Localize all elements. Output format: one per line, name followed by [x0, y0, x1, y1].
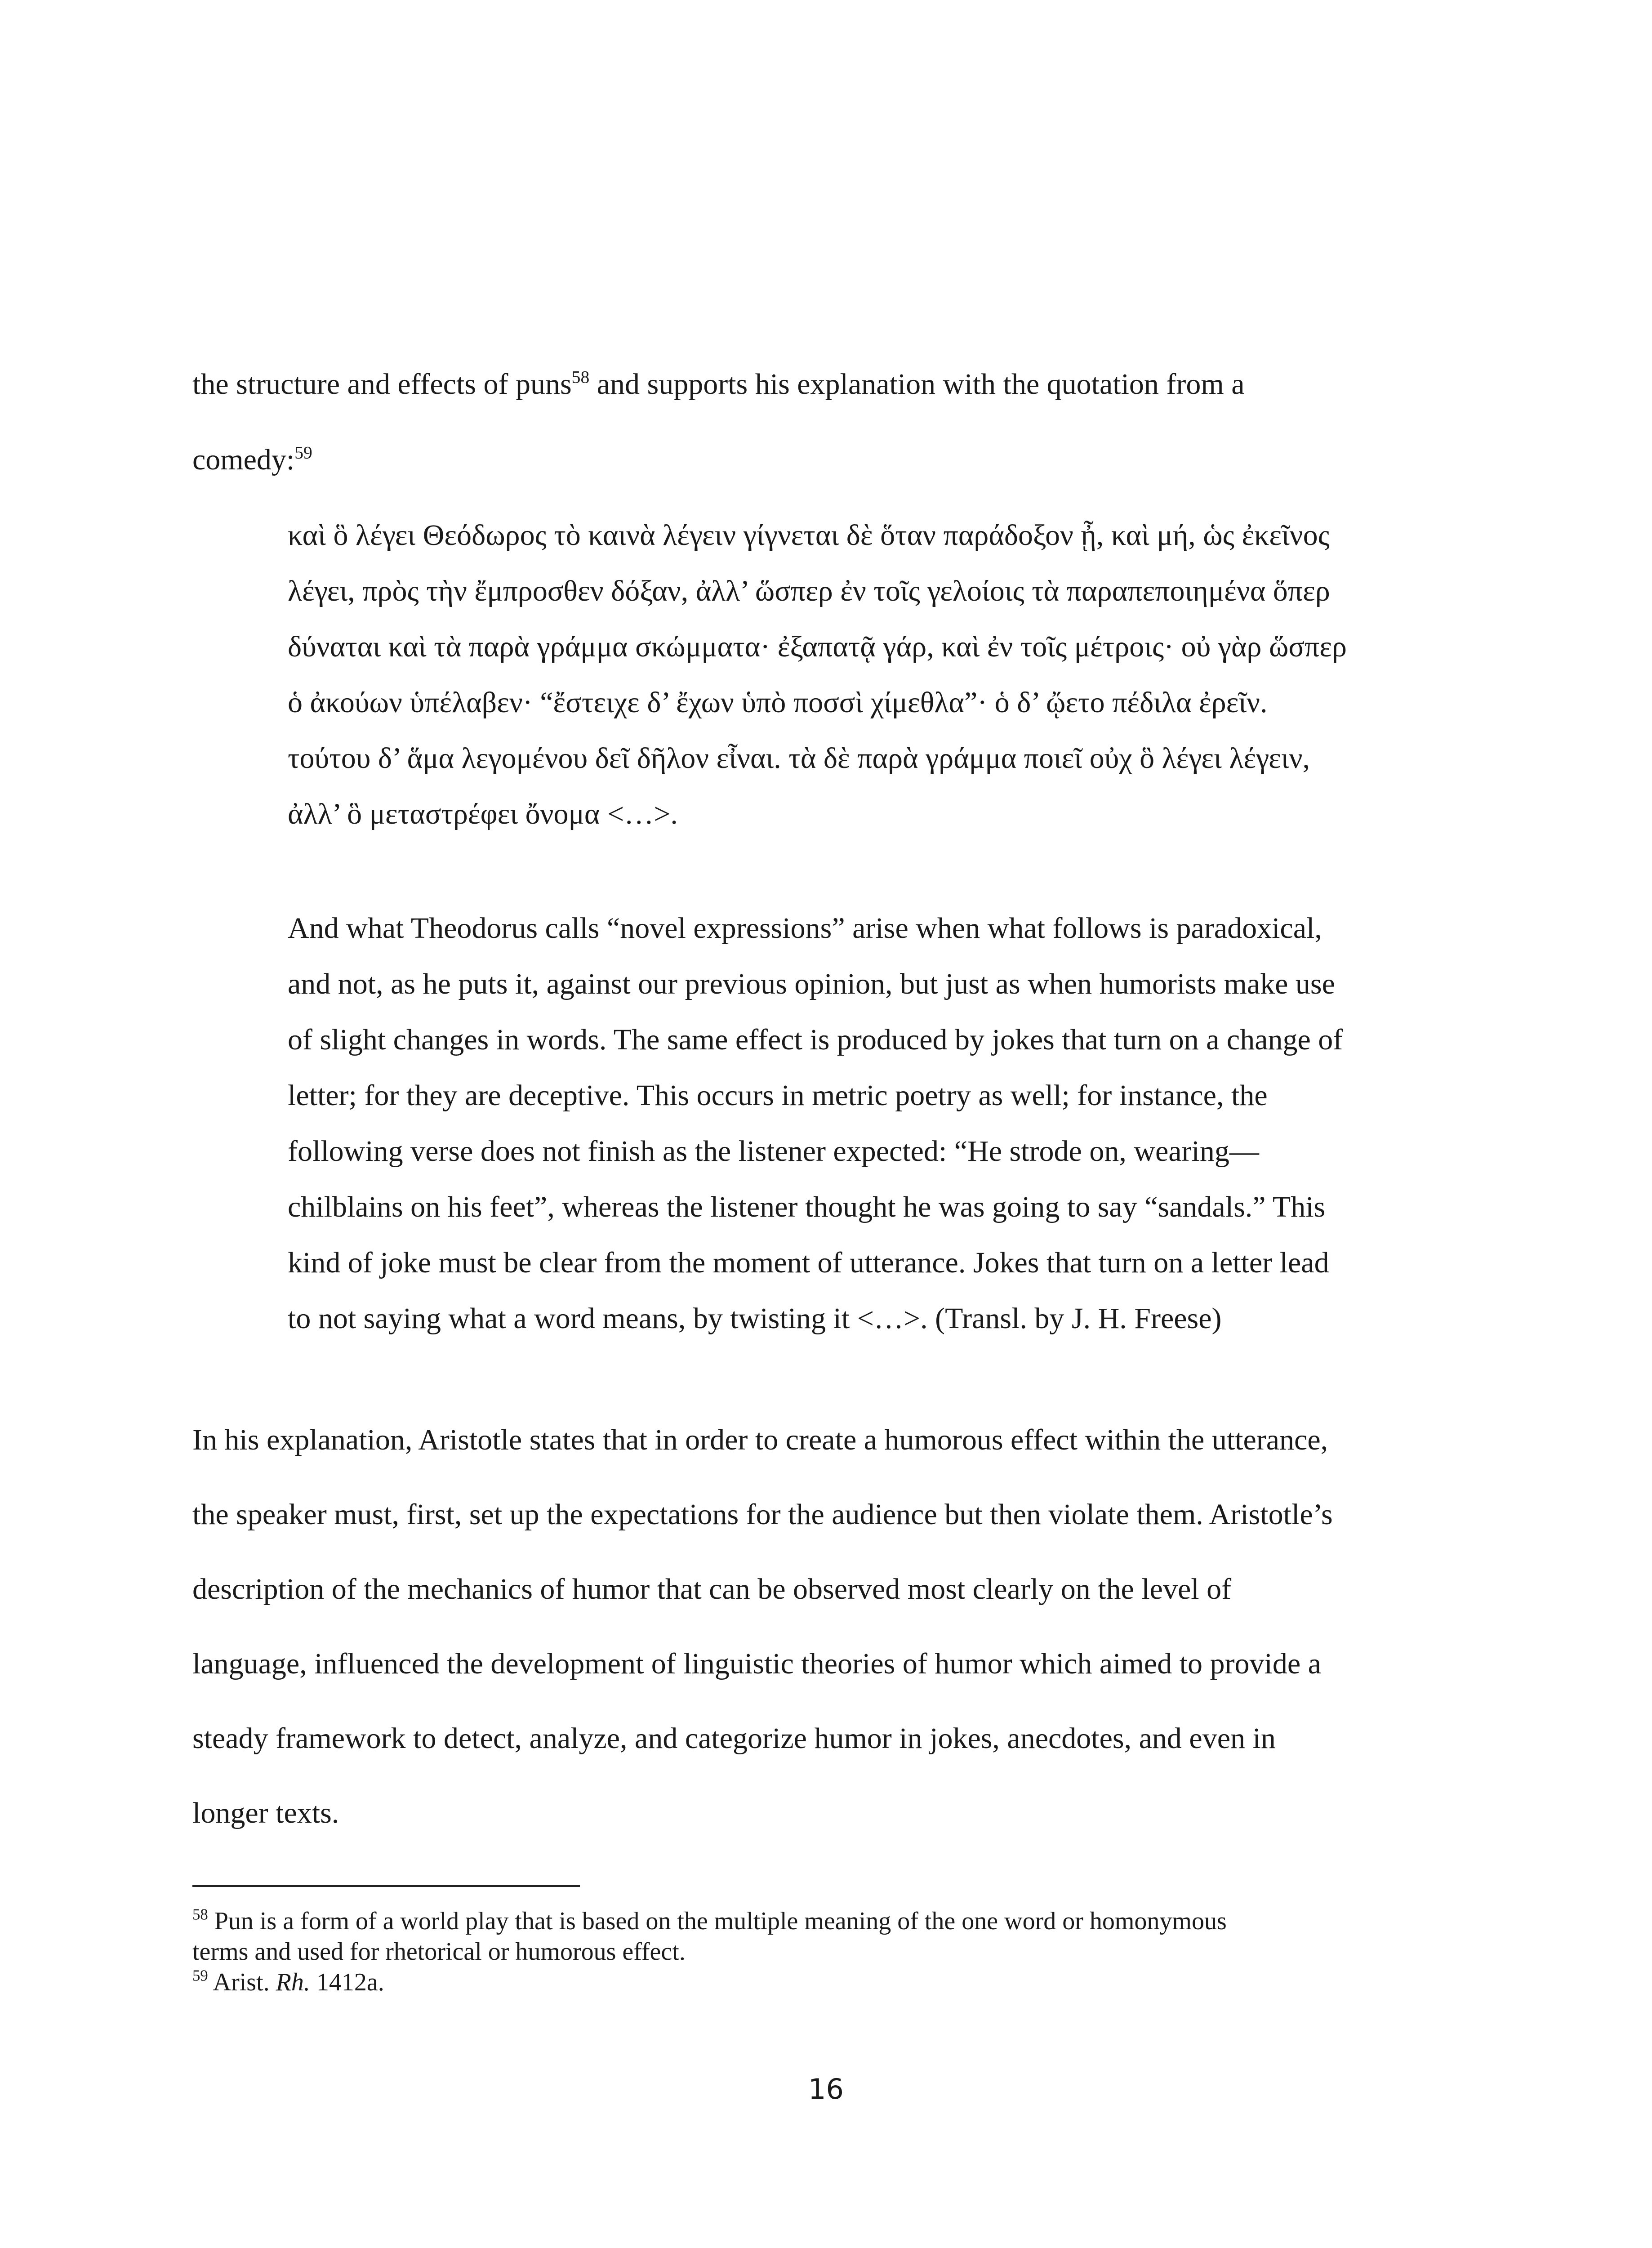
- intro-text-2: comedy:: [192, 443, 295, 476]
- footnote-separator: [192, 1885, 580, 1887]
- footnote-text: Pun is a form of a world play that is based on the multiple meaning of the one word or homonymous: [208, 1907, 1227, 1935]
- footnote-work-title: Rh.: [276, 1968, 310, 1996]
- page-number: 16: [808, 2073, 844, 2105]
- footnote-number: 58: [192, 1905, 208, 1923]
- footnote-number: 59: [192, 1967, 208, 1985]
- footnote-58-continued: terms and used for rhetorical or humorous effect.: [192, 1938, 686, 1966]
- intro-text: the structure and effects of puns: [192, 368, 572, 401]
- english-quote-line: of slight changes in words. The same effect is produced by jokes that turn on a change of: [288, 1023, 1343, 1056]
- paragraph-line: language, influenced the development of linguistic theories of humor which aimed to provide a: [192, 1647, 1321, 1680]
- footnote-58: [192, 1905, 1227, 1935]
- greek-quote-line: λέγει, πρὸς τὴν ἔμπροσθεν δόξαν, ἀλλ’ ὥσπερ ἐν τοῖς γελοίοις τὰ παραπεποιημένα ὅπερ: [288, 575, 1330, 607]
- footnote-text: 1412a.: [310, 1968, 384, 1996]
- english-quote-line: letter; for they are deceptive. This occurs in metric poetry as well; for instance, the: [288, 1079, 1268, 1112]
- paragraph-line: the speaker must, first, set up the expectations for the audience but then violate them. Aristotle’s: [192, 1498, 1333, 1531]
- greek-quote-line: ἀλλ’ ὃ μεταστρέφει ὄνομα <…>.: [288, 798, 678, 830]
- paragraph-line: longer texts.: [192, 1797, 339, 1829]
- english-quote-line: chilblains on his feet”, whereas the listener thought he was going to say “sandals.” This: [288, 1191, 1326, 1223]
- english-quote-line: And what Theodorus calls “novel expressions” arise when what follows is paradoxical,: [288, 912, 1322, 945]
- intro-line-2: [192, 442, 312, 476]
- paragraph-line: description of the mechanics of humor that can be observed most clearly on the level of: [192, 1573, 1232, 1606]
- footnote-text: Arist.: [208, 1968, 276, 1996]
- english-quote-line: and not, as he puts it, against our previous opinion, but just as when humorists make use: [288, 968, 1335, 1000]
- greek-quote-line: δύναται καὶ τὰ παρὰ γράμμα σκώμματα· ἐξαπατᾷ γάρ, καὶ ἐν τοῖς μέτροις· οὐ γὰρ ὥσπερ: [288, 630, 1347, 663]
- english-quote-line: following verse does not finish as the listener expected: “He strode on, wearing—: [288, 1135, 1259, 1168]
- footnote-ref-58[interactable]: 58: [571, 367, 590, 387]
- footnote-ref-59[interactable]: 59: [294, 442, 312, 463]
- intro-text-rest: and supports his explanation with the quotation from a: [589, 368, 1245, 401]
- english-quote-line: kind of joke must be clear from the moment of utterance. Jokes that turn on a letter lead: [288, 1246, 1329, 1279]
- paragraph-line: In his explanation, Aristotle states that in order to create a humorous effect within the utterance,: [192, 1423, 1328, 1456]
- paragraph-line: steady framework to detect, analyze, and categorize humor in jokes, anecdotes, and even in: [192, 1722, 1276, 1755]
- greek-quote-line: ὁ ἀκούων ὑπέλαβεν· “ἔστειχε δ’ ἔχων ὑπὸ ποσσὶ χίμεθλα”· ὁ δ’ ᾤετο πέδιλα ἐρεῖν.: [288, 686, 1268, 719]
- intro-line-1: [192, 367, 1245, 401]
- greek-quote-line: καὶ ὃ λέγει Θεόδωρος τὸ καινὰ λέγειν γίγνεται δὲ ὅταν παράδοξον ᾖ, καὶ μή, ὡς ἐκεῖνος: [288, 519, 1330, 552]
- footnote-59: [192, 1967, 384, 1996]
- greek-quote-line: τούτου δ’ ἅμα λεγομένου δεῖ δῆλον εἶναι. τὰ δὲ παρὰ γράμμα ποιεῖ οὐχ ὃ λέγει λέγειν,: [288, 742, 1310, 775]
- english-quote-line: to not saying what a word means, by twisting it <…>. (Transl. by J. H. Freese): [288, 1302, 1222, 1335]
